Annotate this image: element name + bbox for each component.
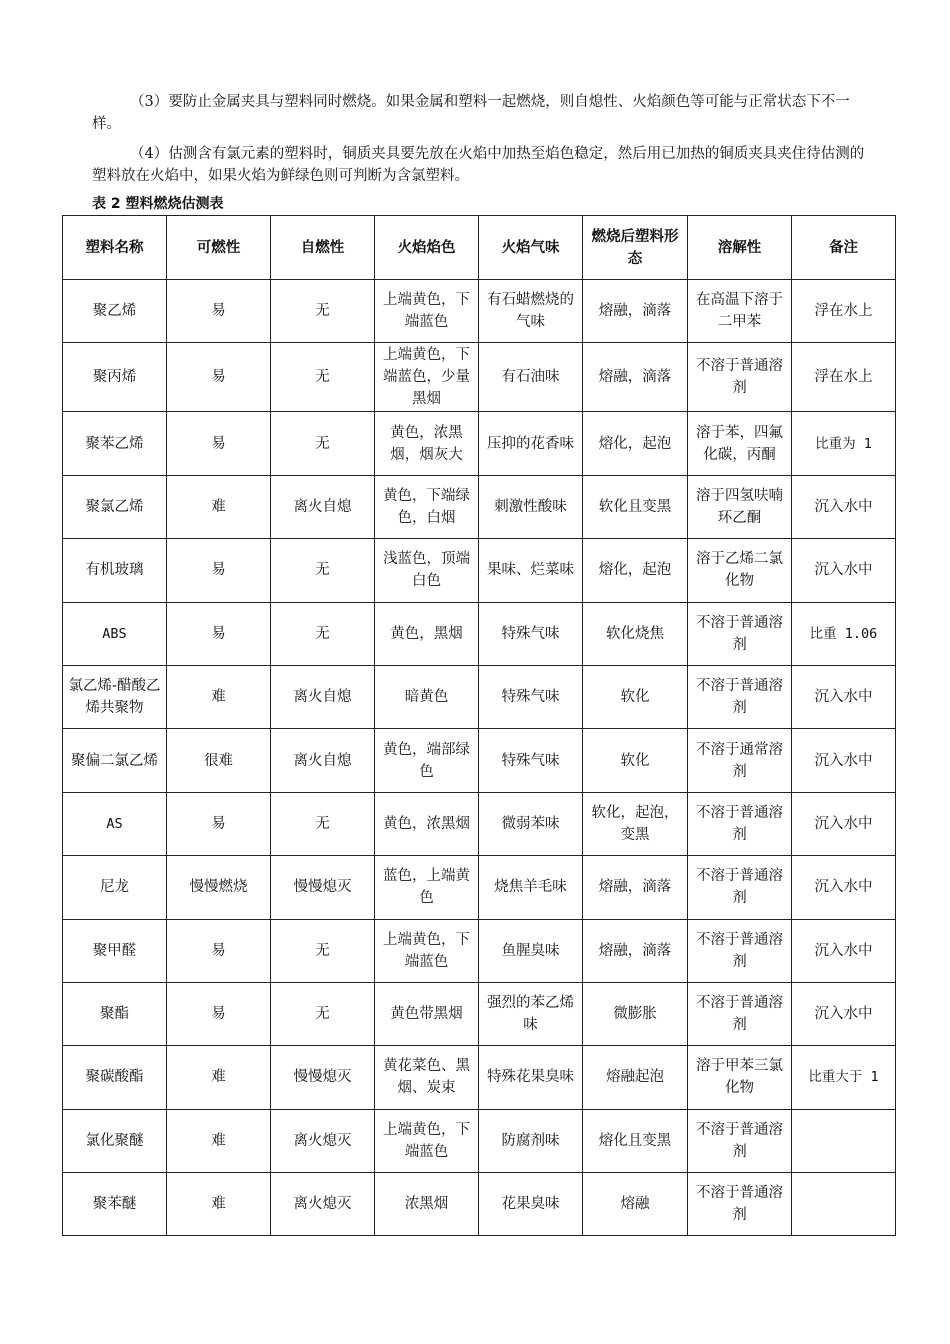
table-cell: 无 (271, 792, 375, 855)
table-cell: 无 (271, 343, 375, 412)
column-header: 溶解性 (688, 216, 792, 280)
table-cell: 慢慢熄灭 (271, 856, 375, 919)
table-cell: 很难 (167, 729, 271, 792)
table-cell: 不溶于普通溶剂 (688, 602, 792, 665)
table-cell: 沉入水中 (792, 919, 896, 982)
table-row (63, 729, 896, 792)
table-cell: 微膨胀 (583, 982, 688, 1045)
table-cell: 不溶于普通溶剂 (688, 792, 792, 855)
table-cell: 沉入水中 (792, 729, 896, 792)
table-cell: 氯化聚醚 (63, 1109, 167, 1172)
table-cell: 黄色，下端绿色，白烟 (375, 475, 479, 538)
table-row (63, 1173, 896, 1236)
table-cell: 熔化，起泡 (583, 539, 688, 602)
table-cell: 聚甲醛 (63, 919, 167, 982)
table-cell: 沉入水中 (792, 665, 896, 728)
table-row (63, 665, 896, 728)
table-cell: 在高温下溶于二甲苯 (688, 280, 792, 343)
column-header: 备注 (792, 216, 896, 280)
table-cell: 无 (271, 982, 375, 1045)
table-cell: 不溶于通常溶剂 (688, 729, 792, 792)
table-cell: 黄色，端部绿色 (375, 729, 479, 792)
table-cell: 熔融起泡 (583, 1046, 688, 1109)
table-row (63, 539, 896, 602)
table-cell: 比重为 1 (792, 412, 896, 475)
table-row (63, 856, 896, 919)
table-cell: 不溶于普通溶剂 (688, 856, 792, 919)
table-cell: 熔融，滴落 (583, 856, 688, 919)
table-cell: 软化 (583, 665, 688, 728)
table-cell: 浓黑烟 (375, 1173, 479, 1236)
table-cell: 熔化，起泡 (583, 412, 688, 475)
table-cell: 难 (167, 475, 271, 538)
table-row (63, 1109, 896, 1172)
table-cell: 溶于乙烯二氯化物 (688, 539, 792, 602)
table-cell: 无 (271, 602, 375, 665)
table-cell: 易 (167, 602, 271, 665)
table-cell: 聚苯乙烯 (63, 412, 167, 475)
table-cell: 聚酯 (63, 982, 167, 1045)
table-cell: 聚乙烯 (63, 280, 167, 343)
table-cell: 难 (167, 1109, 271, 1172)
table-header-row (63, 216, 896, 280)
table-cell: 不溶于普通溶剂 (688, 919, 792, 982)
table-row (63, 412, 896, 475)
paragraph-3: （3）要防止金属夹具与塑料同时燃烧。如果金属和塑料一起燃烧，则自熄性、火焰颜色等可能与正常状态下不一样。 (92, 94, 850, 132)
column-header: 自燃性 (271, 216, 375, 280)
table-cell: 黄色带黑烟 (375, 982, 479, 1045)
table-cell: 上端黄色，下端蓝色 (375, 280, 479, 343)
table-cell: 微弱苯味 (479, 792, 583, 855)
table-cell: 上端黄色，下端蓝色 (375, 1109, 479, 1172)
table-cell: 黄色，黑烟 (375, 602, 479, 665)
table-cell: ABS (63, 602, 167, 665)
table-cell: 防腐剂味 (479, 1109, 583, 1172)
table-cell: 慢慢燃烧 (167, 856, 271, 919)
table-cell: 聚偏二氯乙烯 (63, 729, 167, 792)
table-row (63, 792, 896, 855)
table-cell: 沉入水中 (792, 792, 896, 855)
table-cell (792, 1173, 896, 1236)
table-cell: 暗黄色 (375, 665, 479, 728)
table-cell: 离火自熄 (271, 665, 375, 728)
table-cell: AS (63, 792, 167, 855)
table-row (63, 602, 896, 665)
table-row (63, 919, 896, 982)
column-header: 可燃性 (167, 216, 271, 280)
table-cell: 无 (271, 919, 375, 982)
table-cell: 黄色，浓黑烟 (375, 792, 479, 855)
table-cell: 无 (271, 539, 375, 602)
table-cell: 氯乙烯-醋酸乙烯共聚物 (63, 665, 167, 728)
table-cell: 压抑的花香味 (479, 412, 583, 475)
table-cell: 易 (167, 919, 271, 982)
table-cell: 特殊气味 (479, 602, 583, 665)
table-cell: 有机玻璃 (63, 539, 167, 602)
table-cell: 无 (271, 412, 375, 475)
table-cell: 溶于甲苯三氯化物 (688, 1046, 792, 1109)
table-cell: 沉入水中 (792, 475, 896, 538)
table-cell: 难 (167, 1173, 271, 1236)
table-cell: 特殊气味 (479, 729, 583, 792)
table-cell: 刺激性酸味 (479, 475, 583, 538)
table-cell: 沉入水中 (792, 539, 896, 602)
table-cell: 熔融，滴落 (583, 919, 688, 982)
table-cell: 易 (167, 343, 271, 412)
table-cell: 尼龙 (63, 856, 167, 919)
plastic-burning-table (62, 215, 896, 1236)
table-cell: 特殊花果臭味 (479, 1046, 583, 1109)
table-cell: 上端黄色，下端蓝色，少量黑烟 (375, 343, 479, 412)
table-row (63, 280, 896, 343)
table-cell: 易 (167, 280, 271, 343)
table-cell (792, 1109, 896, 1172)
table-cell: 烧焦羊毛味 (479, 856, 583, 919)
table-cell: 黄花菜色、黑烟、炭束 (375, 1046, 479, 1109)
table-cell: 比重大于 1 (792, 1046, 896, 1109)
table-row (63, 982, 896, 1045)
table-cell: 易 (167, 792, 271, 855)
column-header: 火焰焰色 (375, 216, 479, 280)
table-cell: 软化烧焦 (583, 602, 688, 665)
table-cell: 溶于苯，四氟化碳，丙酮 (688, 412, 792, 475)
table-cell: 离火熄灭 (271, 1109, 375, 1172)
table-row (63, 1046, 896, 1109)
table-cell: 不溶于普通溶剂 (688, 665, 792, 728)
table-cell: 离火自熄 (271, 475, 375, 538)
table-cell: 离火熄灭 (271, 1173, 375, 1236)
table-cell: 溶于四氢呋喃环乙酮 (688, 475, 792, 538)
table-cell: 聚氯乙烯 (63, 475, 167, 538)
table-cell: 慢慢熄灭 (271, 1046, 375, 1109)
table-cell: 黄色，浓黑烟，烟灰大 (375, 412, 479, 475)
table-cell: 有石蜡燃烧的气味 (479, 280, 583, 343)
table-caption: 表 2 塑料燃烧估测表 (92, 196, 224, 212)
table-cell: 浅蓝色，顶端白色 (375, 539, 479, 602)
table-row (63, 343, 896, 412)
table-cell: 沉入水中 (792, 856, 896, 919)
table-cell: 聚碳酸酯 (63, 1046, 167, 1109)
table-cell: 特殊气味 (479, 665, 583, 728)
table-row (63, 475, 896, 538)
table-cell: 易 (167, 539, 271, 602)
table-cell: 熔融 (583, 1173, 688, 1236)
table-cell: 沉入水中 (792, 982, 896, 1045)
table-cell: 鱼腥臭味 (479, 919, 583, 982)
table-cell: 不溶于普通溶剂 (688, 982, 792, 1045)
column-header: 燃烧后塑料形态 (583, 216, 688, 280)
table-cell: 熔化且变黑 (583, 1109, 688, 1172)
table-cell: 花果臭味 (479, 1173, 583, 1236)
paragraph-4: （4）估测含有氯元素的塑料时，铜质夹具要先放在火焰中加热至焰色稳定，然后用已加热的铜质夹具夹住待估测的塑料放在火焰中，如果火焰为鲜绿色则可判断为含氯塑料。 (92, 146, 865, 184)
table-cell: 易 (167, 982, 271, 1045)
table-cell: 难 (167, 665, 271, 728)
table-cell: 浮在水上 (792, 280, 896, 343)
table-cell: 熔融，滴落 (583, 343, 688, 412)
column-header: 火焰气味 (479, 216, 583, 280)
table-cell: 难 (167, 1046, 271, 1109)
table-cell: 聚丙烯 (63, 343, 167, 412)
table-cell: 有石油味 (479, 343, 583, 412)
table-cell: 不溶于普通溶剂 (688, 1109, 792, 1172)
table-cell: 果味、烂菜味 (479, 539, 583, 602)
table-cell: 易 (167, 412, 271, 475)
table-cell: 不溶于普通溶剂 (688, 343, 792, 412)
table-cell: 软化，起泡，变黑 (583, 792, 688, 855)
table-cell: 聚苯醚 (63, 1173, 167, 1236)
table-cell: 强烈的苯乙烯味 (479, 982, 583, 1045)
table-cell: 软化且变黑 (583, 475, 688, 538)
column-header: 塑料名称 (63, 216, 167, 280)
table-cell: 上端黄色，下端蓝色 (375, 919, 479, 982)
table-cell: 熔融，滴落 (583, 280, 688, 343)
table-cell: 不溶于普通溶剂 (688, 1173, 792, 1236)
table-cell: 浮在水上 (792, 343, 896, 412)
table-cell: 蓝色，上端黄色 (375, 856, 479, 919)
table-cell: 无 (271, 280, 375, 343)
table-cell: 软化 (583, 729, 688, 792)
table-cell: 比重 1.06 (792, 602, 896, 665)
table-cell: 离火自熄 (271, 729, 375, 792)
